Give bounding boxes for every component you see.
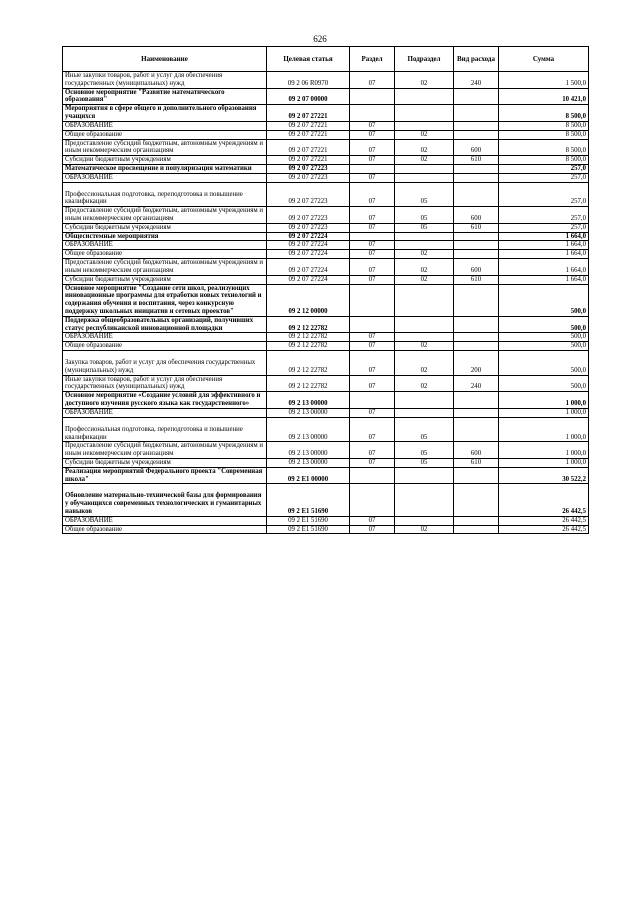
row-target-cell: 09 2 07 27224 <box>267 250 350 259</box>
row-target-cell: 09 2 07 27224 <box>267 232 350 241</box>
row-section-cell: 07 <box>350 139 395 156</box>
row-subsection-cell <box>395 241 454 250</box>
row-expense-type-cell <box>454 164 499 173</box>
row-target-cell: 09 2 E1 51690 <box>267 525 350 534</box>
row-target-cell: 09 2 12 22782 <box>267 333 350 342</box>
row-name-cell: Основное мероприятие "Создание сети школ, реализующих инновационные программы для отработки новых технологий и содержания обучения и воспитания, через конкурсную поддержку школьных инициатив и сетевых проектов" <box>63 284 267 316</box>
row-name-cell: Предоставление субсидий бюджетным, автономным учреждениям и иным некоммерческим организациям <box>63 207 267 224</box>
row-amount-cell: 500,0 <box>499 284 589 316</box>
row-subsection-cell <box>395 516 454 525</box>
header-subsection: Подраздел <box>395 47 454 72</box>
table-row <box>63 375 589 392</box>
row-expense-type-cell <box>454 467 499 484</box>
row-amount-cell: 257,0 <box>499 173 589 182</box>
row-section-cell: 07 <box>350 275 395 284</box>
row-expense-type-cell <box>454 525 499 534</box>
row-amount-cell: 1 664,0 <box>499 275 589 284</box>
row-target-cell: 09 2 07 27223 <box>267 173 350 182</box>
row-expense-type-cell <box>454 284 499 316</box>
row-name-cell: Обновление материально-технической базы для формирования у обучающихся современных технологических и гуманитарных навыков <box>63 484 267 516</box>
row-target-cell: 09 2 E1 51690 <box>267 516 350 525</box>
row-target-cell: 09 2 07 27223 <box>267 182 350 207</box>
row-amount-cell: 8 500,0 <box>499 121 589 130</box>
row-subsection-cell: 05 <box>395 223 454 232</box>
row-subsection-cell: 02 <box>395 130 454 139</box>
row-section-cell: 07 <box>350 375 395 392</box>
row-subsection-cell: 02 <box>395 139 454 156</box>
row-section-cell <box>350 316 395 333</box>
row-target-cell: 09 2 13 00000 <box>267 417 350 442</box>
table-row <box>63 458 589 467</box>
row-name-cell: Предоставление субсидий бюджетным, автономным учреждениям и иным некоммерческим организациям <box>63 442 267 459</box>
header-name: Наименование <box>63 47 267 72</box>
row-name-cell: Субсидии бюджетным учреждениям <box>63 223 267 232</box>
table-row <box>63 351 589 376</box>
table-row <box>63 173 589 182</box>
row-expense-type-cell <box>454 484 499 516</box>
row-expense-type-cell <box>454 316 499 333</box>
row-amount-cell: 1 664,0 <box>499 259 589 276</box>
row-target-cell: 09 2 07 27223 <box>267 207 350 224</box>
row-name-cell: Основное мероприятие "Развитие математического образования" <box>63 88 267 105</box>
row-amount-cell: 1 000,0 <box>499 408 589 417</box>
row-name-cell: Субсидии бюджетным учреждениям <box>63 458 267 467</box>
row-section-cell <box>350 484 395 516</box>
row-target-cell: 09 2 07 27221 <box>267 121 350 130</box>
row-expense-type-cell: 200 <box>454 351 499 376</box>
row-expense-type-cell <box>454 105 499 122</box>
row-subsection-cell: 05 <box>395 182 454 207</box>
row-section-cell: 07 <box>350 351 395 376</box>
row-expense-type-cell <box>454 417 499 442</box>
row-name-cell: Основное мероприятие «Создание условий для эффективного и доступного изучения русского языка как государственного» <box>63 392 267 409</box>
row-amount-cell: 30 522,2 <box>499 467 589 484</box>
row-expense-type-cell: 240 <box>454 375 499 392</box>
row-name-cell: Закупка товаров, работ и услуг для обеспечения государственных (муниципальных) нужд <box>63 351 267 376</box>
row-expense-type-cell <box>454 173 499 182</box>
row-expense-type-cell: 600 <box>454 259 499 276</box>
row-section-cell: 07 <box>350 173 395 182</box>
row-subsection-cell: 02 <box>395 342 454 351</box>
row-expense-type-cell <box>454 130 499 139</box>
table-row <box>63 207 589 224</box>
row-name-cell: Иные закупки товаров, работ и услуг для обеспечения государственных (муниципальных) нужд <box>63 375 267 392</box>
row-expense-type-cell <box>454 182 499 207</box>
row-name-cell: Субсидии бюджетным учреждениям <box>63 275 267 284</box>
row-name-cell: Профессиональная подготовка, переподготовка и повышение квалификации <box>63 182 267 207</box>
table-row <box>63 392 589 409</box>
row-amount-cell: 1 664,0 <box>499 250 589 259</box>
row-section-cell: 07 <box>350 121 395 130</box>
table-row <box>63 467 589 484</box>
table-row <box>63 525 589 534</box>
row-amount-cell: 500,0 <box>499 375 589 392</box>
row-name-cell: Общее образование <box>63 525 267 534</box>
table-row <box>63 484 589 516</box>
row-expense-type-cell <box>454 392 499 409</box>
row-subsection-cell <box>395 467 454 484</box>
row-target-cell: 09 2 07 27221 <box>267 130 350 139</box>
row-subsection-cell <box>395 232 454 241</box>
row-amount-cell: 1 000,0 <box>499 442 589 459</box>
table-row <box>63 516 589 525</box>
row-name-cell: Общее образование <box>63 342 267 351</box>
row-section-cell <box>350 232 395 241</box>
table-row <box>63 156 589 165</box>
row-amount-cell: 1 664,0 <box>499 232 589 241</box>
table-row <box>63 241 589 250</box>
table-row <box>63 417 589 442</box>
row-target-cell: 09 2 13 00000 <box>267 408 350 417</box>
row-amount-cell: 8 500,0 <box>499 130 589 139</box>
row-target-cell: 09 2 06 R0970 <box>267 72 350 89</box>
row-subsection-cell <box>395 408 454 417</box>
row-subsection-cell: 05 <box>395 207 454 224</box>
table-row <box>63 316 589 333</box>
row-subsection-cell: 02 <box>395 275 454 284</box>
row-expense-type-cell: 600 <box>454 207 499 224</box>
row-expense-type-cell: 610 <box>454 223 499 232</box>
row-name-cell: Поддержка общеобразовательных организаций, получивших статус республиканской инновационной площадки <box>63 316 267 333</box>
row-amount-cell: 1 000,0 <box>499 417 589 442</box>
table-row <box>63 130 589 139</box>
row-name-cell: ОБРАЗОВАНИЕ <box>63 516 267 525</box>
table-row <box>63 88 589 105</box>
row-expense-type-cell <box>454 333 499 342</box>
row-section-cell: 07 <box>350 182 395 207</box>
row-subsection-cell: 02 <box>395 351 454 376</box>
row-amount-cell: 500,0 <box>499 342 589 351</box>
row-amount-cell: 26 442,5 <box>499 484 589 516</box>
row-target-cell: 09 2 07 27224 <box>267 275 350 284</box>
row-target-cell: 09 2 12 00000 <box>267 284 350 316</box>
row-section-cell: 07 <box>350 333 395 342</box>
row-target-cell: 09 2 E1 51690 <box>267 484 350 516</box>
row-target-cell: 09 2 12 22782 <box>267 316 350 333</box>
row-target-cell: 09 2 E1 00000 <box>267 467 350 484</box>
row-expense-type-cell: 240 <box>454 72 499 89</box>
row-subsection-cell: 02 <box>395 156 454 165</box>
row-amount-cell: 500,0 <box>499 333 589 342</box>
row-expense-type-cell: 610 <box>454 156 499 165</box>
row-name-cell: Предоставление субсидий бюджетным, автономным учреждениям и иным некоммерческим организациям <box>63 259 267 276</box>
row-subsection-cell: 05 <box>395 442 454 459</box>
row-subsection-cell <box>395 88 454 105</box>
row-subsection-cell <box>395 316 454 333</box>
row-target-cell: 09 2 07 27221 <box>267 156 350 165</box>
table-row <box>63 223 589 232</box>
row-target-cell: 09 2 12 22782 <box>267 342 350 351</box>
table-row <box>63 232 589 241</box>
row-section-cell <box>350 284 395 316</box>
row-target-cell: 09 2 07 00000 <box>267 88 350 105</box>
row-expense-type-cell <box>454 342 499 351</box>
table-row <box>63 408 589 417</box>
row-target-cell: 09 2 07 27224 <box>267 241 350 250</box>
row-target-cell: 09 2 13 00000 <box>267 458 350 467</box>
row-name-cell: ОБРАЗОВАНИЕ <box>63 408 267 417</box>
row-subsection-cell: 02 <box>395 72 454 89</box>
row-target-cell: 09 2 07 27221 <box>267 105 350 122</box>
row-name-cell: ОБРАЗОВАНИЕ <box>63 333 267 342</box>
row-section-cell: 07 <box>350 250 395 259</box>
row-section-cell: 07 <box>350 442 395 459</box>
row-name-cell: Субсидии бюджетным учреждениям <box>63 156 267 165</box>
row-expense-type-cell <box>454 232 499 241</box>
table-row <box>63 105 589 122</box>
table-row <box>63 72 589 89</box>
row-name-cell: Мероприятия в сфере общего и дополнительного образования учащихся <box>63 105 267 122</box>
row-expense-type-cell <box>454 250 499 259</box>
row-expense-type-cell <box>454 408 499 417</box>
header-expense-type: Вид расхода <box>454 47 499 72</box>
row-section-cell: 07 <box>350 207 395 224</box>
row-section-cell <box>350 467 395 484</box>
table-row <box>63 442 589 459</box>
row-target-cell: 09 2 07 27223 <box>267 164 350 173</box>
row-amount-cell: 26 442,5 <box>499 516 589 525</box>
row-subsection-cell: 02 <box>395 250 454 259</box>
row-amount-cell: 8 500,0 <box>499 105 589 122</box>
row-subsection-cell <box>395 164 454 173</box>
row-name-cell: Предоставление субсидий бюджетным, автономным учреждениям и иным некоммерческим организациям <box>63 139 267 156</box>
row-amount-cell: 257,0 <box>499 164 589 173</box>
row-subsection-cell <box>395 484 454 516</box>
row-target-cell: 09 2 07 27224 <box>267 259 350 276</box>
row-name-cell: ОБРАЗОВАНИЕ <box>63 241 267 250</box>
table-row <box>63 284 589 316</box>
row-subsection-cell: 02 <box>395 525 454 534</box>
row-target-cell: 09 2 12 22782 <box>267 351 350 376</box>
row-section-cell: 07 <box>350 458 395 467</box>
row-section-cell: 07 <box>350 259 395 276</box>
table-row <box>63 275 589 284</box>
table-row <box>63 139 589 156</box>
table-body <box>63 72 589 534</box>
row-expense-type-cell <box>454 88 499 105</box>
row-subsection-cell: 05 <box>395 417 454 442</box>
row-amount-cell: 1 000,0 <box>499 392 589 409</box>
row-expense-type-cell: 600 <box>454 442 499 459</box>
header-target: Целевая статья <box>267 47 350 72</box>
row-amount-cell: 257,0 <box>499 182 589 207</box>
row-amount-cell: 257,0 <box>499 223 589 232</box>
row-amount-cell: 257,0 <box>499 207 589 224</box>
table-row <box>63 250 589 259</box>
row-target-cell: 09 2 07 27223 <box>267 223 350 232</box>
row-section-cell <box>350 105 395 122</box>
row-subsection-cell <box>395 333 454 342</box>
row-name-cell: Профессиональная подготовка, переподготовка и повышение квалификации <box>63 417 267 442</box>
row-section-cell <box>350 164 395 173</box>
row-name-cell: Общее образование <box>63 250 267 259</box>
row-target-cell: 09 2 07 27221 <box>267 139 350 156</box>
row-amount-cell: 500,0 <box>499 351 589 376</box>
row-subsection-cell: 02 <box>395 375 454 392</box>
row-name-cell: ОБРАЗОВАНИЕ <box>63 173 267 182</box>
table-header-row <box>63 47 589 72</box>
row-amount-cell: 1 500,0 <box>499 72 589 89</box>
row-section-cell: 07 <box>350 525 395 534</box>
row-subsection-cell <box>395 121 454 130</box>
row-name-cell: Математическое просвещение и популяризация математики <box>63 164 267 173</box>
table-row <box>63 342 589 351</box>
row-section-cell: 07 <box>350 156 395 165</box>
table-row <box>63 164 589 173</box>
row-subsection-cell <box>395 284 454 316</box>
row-subsection-cell: 05 <box>395 458 454 467</box>
budget-table <box>62 46 589 534</box>
row-section-cell: 07 <box>350 408 395 417</box>
row-name-cell: Общесистемные мероприятия <box>63 232 267 241</box>
row-subsection-cell <box>395 173 454 182</box>
row-section-cell: 07 <box>350 223 395 232</box>
row-section-cell: 07 <box>350 516 395 525</box>
row-section-cell: 07 <box>350 130 395 139</box>
row-subsection-cell <box>395 105 454 122</box>
row-expense-type-cell: 600 <box>454 139 499 156</box>
row-name-cell: Иные закупки товаров, работ и услуг для обеспечения государственных (муниципальных) нужд <box>63 72 267 89</box>
row-amount-cell: 1 664,0 <box>499 241 589 250</box>
row-target-cell: 09 2 12 22782 <box>267 375 350 392</box>
row-section-cell: 07 <box>350 241 395 250</box>
row-expense-type-cell <box>454 516 499 525</box>
row-subsection-cell: 02 <box>395 259 454 276</box>
table-row <box>63 259 589 276</box>
row-amount-cell: 8 500,0 <box>499 156 589 165</box>
row-section-cell: 07 <box>350 342 395 351</box>
row-expense-type-cell: 610 <box>454 275 499 284</box>
row-amount-cell: 1 000,0 <box>499 458 589 467</box>
row-name-cell: Реализация мероприятий Федерального проекта "Современная школа" <box>63 467 267 484</box>
row-section-cell <box>350 392 395 409</box>
row-amount-cell: 8 500,0 <box>499 139 589 156</box>
row-target-cell: 09 2 13 00000 <box>267 442 350 459</box>
row-name-cell: ОБРАЗОВАНИЕ <box>63 121 267 130</box>
row-subsection-cell <box>395 392 454 409</box>
row-amount-cell: 10 421,0 <box>499 88 589 105</box>
header-amount: Сумма <box>499 47 589 72</box>
row-section-cell: 07 <box>350 72 395 89</box>
table-row <box>63 121 589 130</box>
table-row <box>63 182 589 207</box>
page-number: 626 <box>313 34 327 44</box>
row-target-cell: 09 2 13 00000 <box>267 392 350 409</box>
header-section: Раздел <box>350 47 395 72</box>
row-amount-cell: 26 442,5 <box>499 525 589 534</box>
row-section-cell: 07 <box>350 417 395 442</box>
row-name-cell: Общее образование <box>63 130 267 139</box>
row-section-cell <box>350 88 395 105</box>
row-expense-type-cell <box>454 121 499 130</box>
row-expense-type-cell <box>454 241 499 250</box>
row-expense-type-cell: 610 <box>454 458 499 467</box>
table-row <box>63 333 589 342</box>
row-amount-cell: 500,0 <box>499 316 589 333</box>
